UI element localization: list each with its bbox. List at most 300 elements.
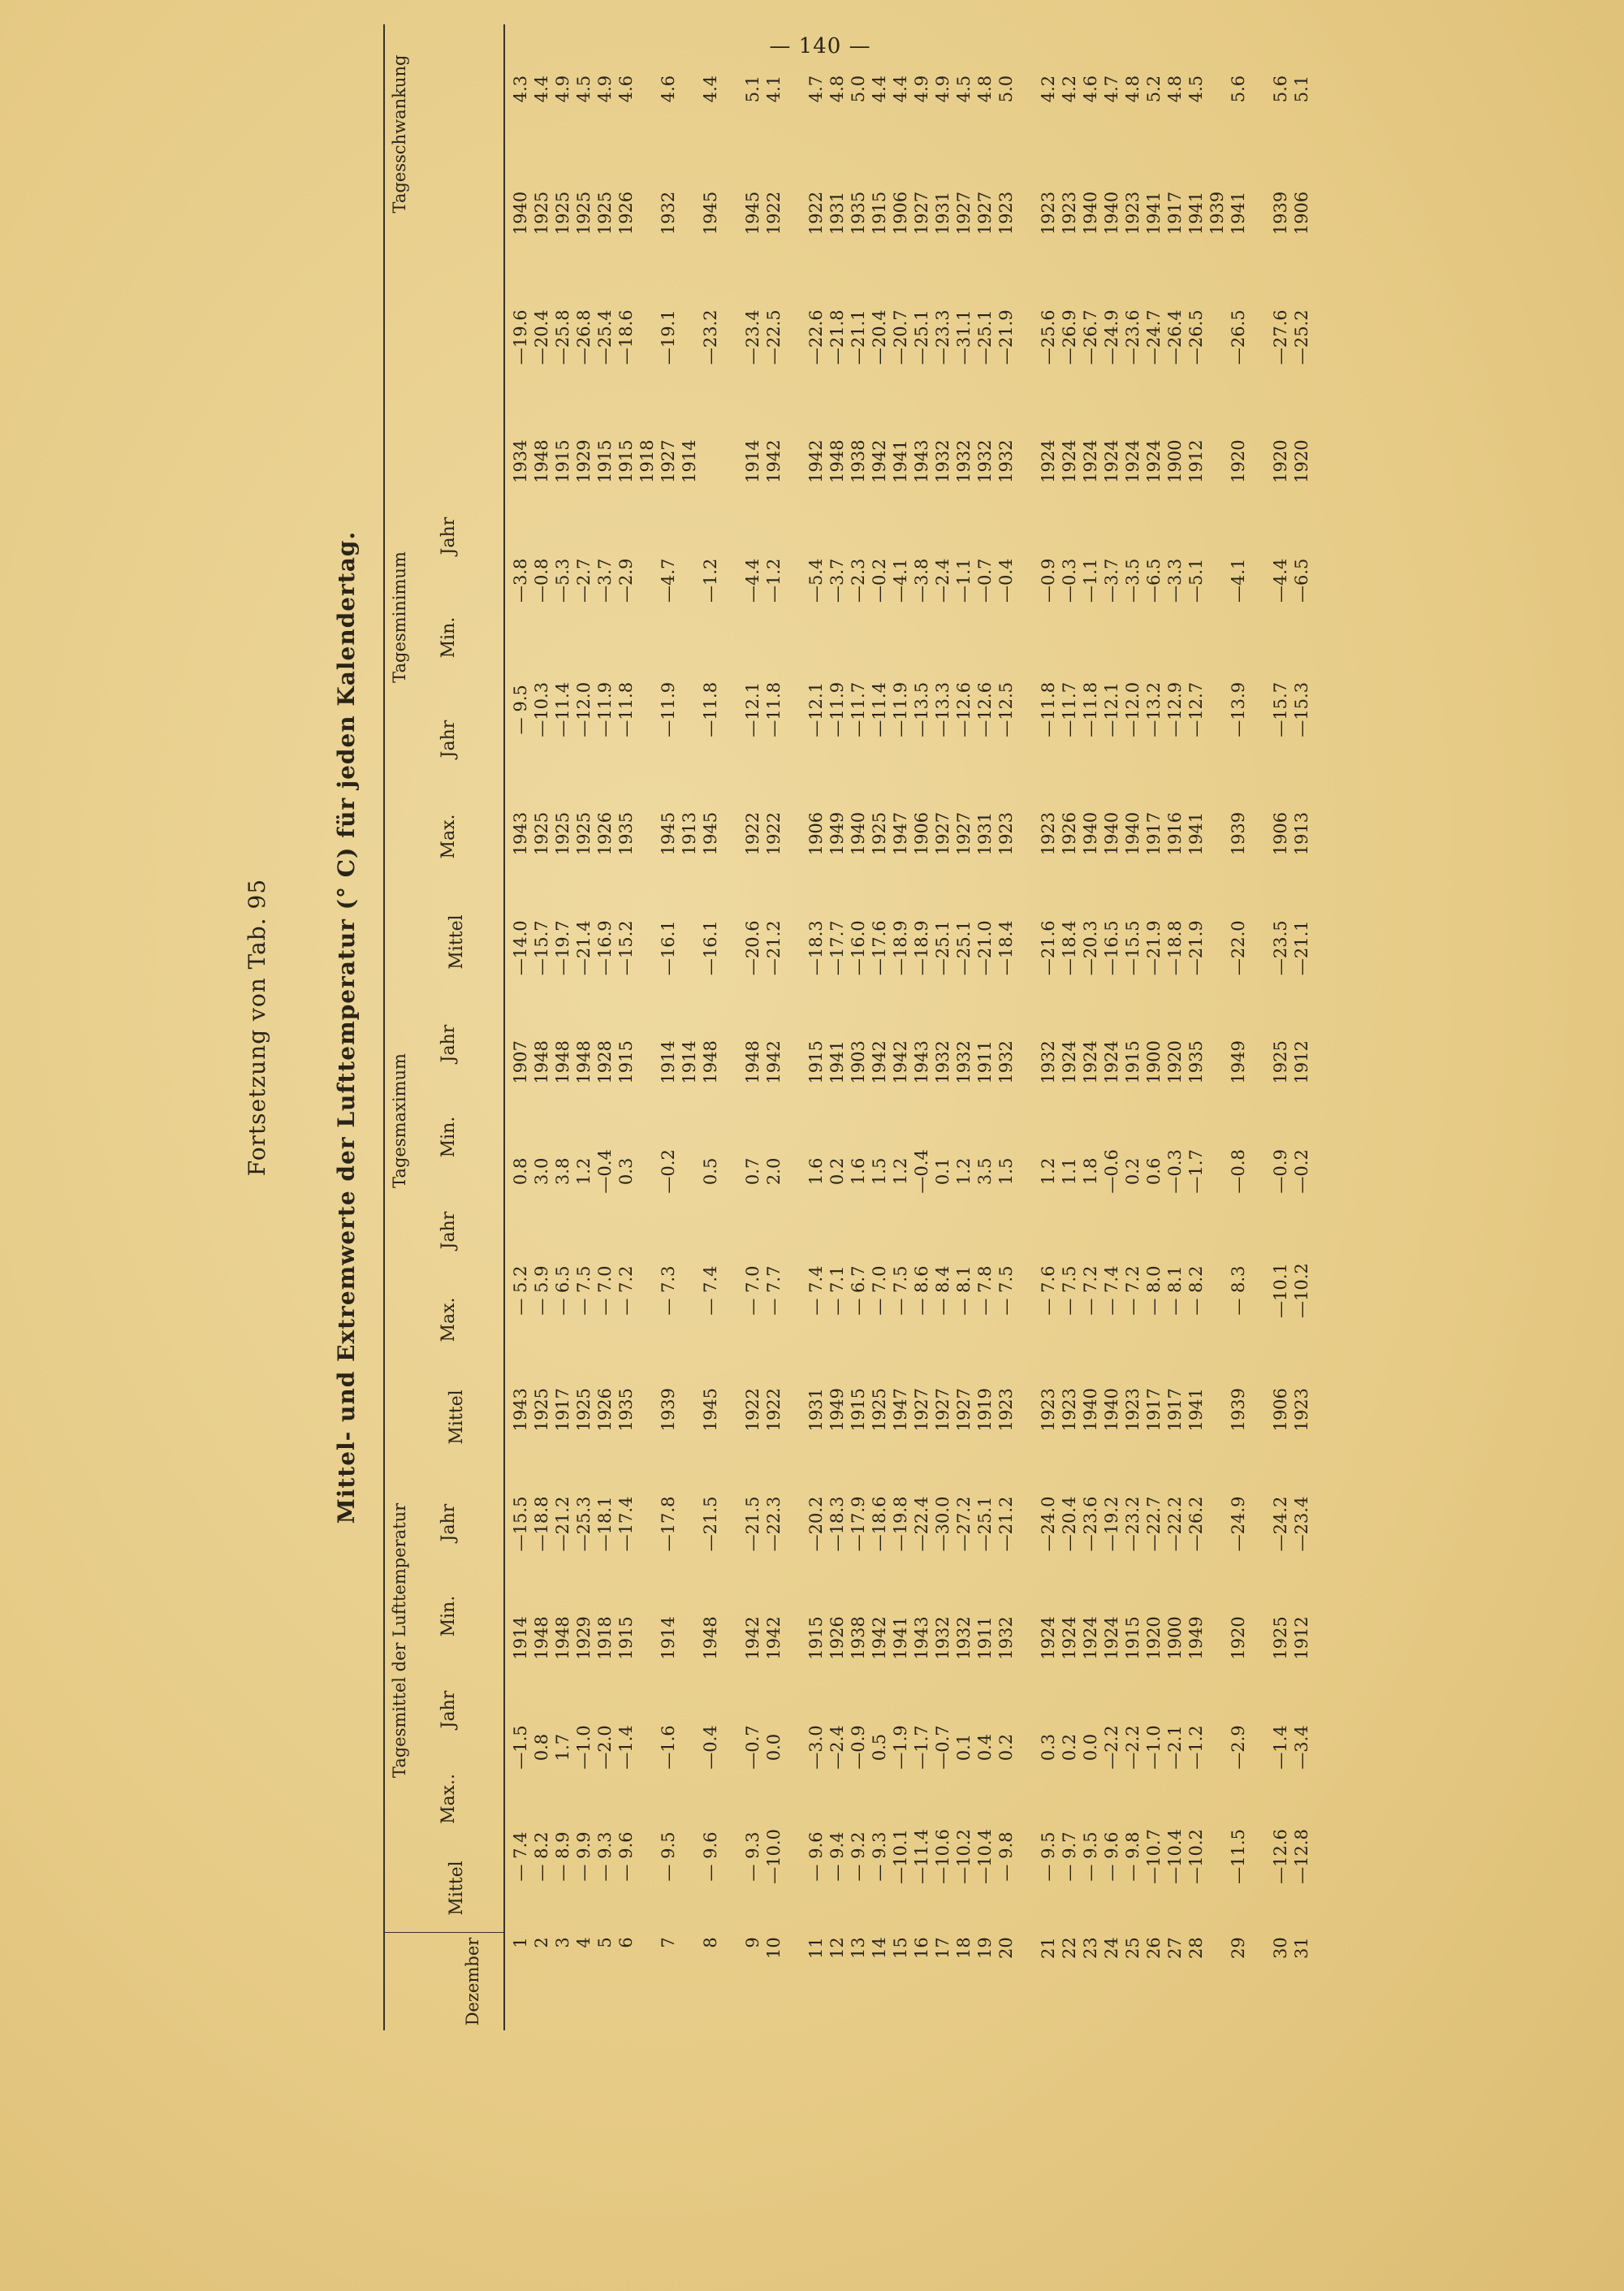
- table-row: [1143, 24, 1164, 2030]
- cell-d: 22: [1060, 1937, 1079, 1960]
- cell-k1: [1017, 1355, 1038, 1465]
- cell-mn2: —16.5: [1102, 920, 1121, 976]
- cell-m1: [1207, 1802, 1228, 1912]
- cell-d: [1207, 1911, 1228, 2030]
- cell-mn2: —21.2: [764, 920, 784, 976]
- cell-k2: 1923: [1039, 811, 1058, 856]
- cell-k3: 1925: [574, 191, 594, 236]
- table-row: [953, 24, 974, 2030]
- cell-mx3: —5.3: [553, 558, 572, 603]
- cell-d: 31: [1292, 1937, 1311, 1960]
- header-jahr-2: Jahr: [438, 1503, 459, 1542]
- cell-mx3: —4.1: [1229, 558, 1248, 603]
- cell-mn1: [1207, 1464, 1228, 1584]
- cell-mx2: —0.2: [1292, 1149, 1311, 1194]
- cell-mx1: 0.8: [532, 1733, 551, 1761]
- cell-mx3: —2.9: [616, 558, 636, 603]
- cell-m2: [784, 1226, 806, 1355]
- cell-j3: 1924: [1102, 439, 1121, 483]
- cell-mn3: —26.9: [1060, 309, 1079, 365]
- cell-mn2: —18.9: [912, 920, 931, 976]
- table-row: [1122, 24, 1143, 2030]
- cell-k3: 1927: [912, 191, 931, 236]
- cell-j2: [1017, 1008, 1038, 1117]
- cell-j1: 1924: [1060, 1616, 1079, 1660]
- cell-k2: 1931: [975, 811, 995, 856]
- cell-j3: 1924: [1144, 439, 1164, 483]
- header-top-rule: [383, 24, 385, 2030]
- cell-d: 1: [511, 1937, 530, 1948]
- cell-d: 9: [743, 1937, 762, 1948]
- cell-s: 4.1: [764, 75, 784, 103]
- cell-j2: 1932: [954, 1040, 974, 1084]
- cell-mn2: [1017, 888, 1038, 1008]
- cell-d: [784, 1911, 806, 2030]
- cell-m2: — 7.0: [743, 1265, 762, 1316]
- cell-k1: 1939: [1229, 1388, 1248, 1432]
- cell-k3: 1941: [1229, 191, 1248, 236]
- cell-s: [784, 24, 806, 153]
- cell-k1: 1923: [1060, 1388, 1079, 1432]
- cell-mx3: —3.5: [1123, 558, 1142, 603]
- cell-k1: 1906: [1271, 1388, 1290, 1432]
- cell-j3: 1924: [1081, 439, 1100, 483]
- cell-m3: —12.1: [743, 681, 762, 737]
- cell-mx1: [1249, 1692, 1270, 1802]
- cell-mn3: —25.2: [1292, 309, 1311, 365]
- table-row: [1228, 24, 1249, 2030]
- cell-k2: 1926: [1060, 811, 1079, 856]
- cell-mn1: —22.2: [1165, 1496, 1185, 1552]
- cell-m3: [1207, 640, 1228, 779]
- cell-j3: 1942: [870, 439, 889, 483]
- cell-mx1: —1.5: [511, 1725, 530, 1770]
- cell-mx1: —2.2: [1102, 1725, 1121, 1770]
- cell-m2: — 8.0: [1144, 1265, 1164, 1316]
- cell-j2: 1935: [1186, 1040, 1206, 1084]
- cell-mn1: —21.2: [553, 1496, 572, 1552]
- cell-mn3: [1207, 273, 1228, 402]
- cell-mx3: —0.2: [870, 558, 889, 603]
- cell-d: 18: [954, 1937, 974, 1960]
- cell-k2: 1940: [849, 811, 868, 856]
- cell-m1: [721, 1802, 742, 1912]
- cell-j2: 1907: [511, 1040, 530, 1084]
- cell-mx3: —3.8: [511, 558, 530, 603]
- cell-mn1: —18.6: [870, 1496, 889, 1552]
- cell-j1: 1932: [954, 1616, 974, 1660]
- cell-d: 21: [1039, 1937, 1058, 1960]
- cell-mn3: —23.3: [933, 309, 952, 365]
- cell-m1: — 9.6: [1102, 1831, 1121, 1882]
- header-divider: [383, 1932, 503, 1933]
- cell-k1: 1922: [743, 1388, 762, 1432]
- cell-j2: 1924: [1060, 1040, 1079, 1084]
- cell-m2: — 7.7: [764, 1265, 784, 1316]
- cell-m1: —10.2: [954, 1829, 974, 1884]
- cell-m1: — 8.2: [532, 1831, 551, 1882]
- cell-m2: — 7.0: [870, 1265, 889, 1316]
- cell-mx3: —3.7: [827, 558, 847, 603]
- cell-j3: 1920: [1229, 439, 1248, 483]
- cell-mx3: —4.4: [1271, 558, 1290, 603]
- cell-k1: 1923: [1039, 1388, 1058, 1432]
- cell-j3: 1943: [912, 439, 931, 483]
- cell-k2: 1916: [1165, 811, 1185, 856]
- cell-d: 17: [933, 1937, 952, 1960]
- cell-mx3: —4.7: [659, 558, 678, 603]
- cell-d: 26: [1144, 1937, 1164, 1960]
- cell-m3: —11.7: [849, 681, 868, 737]
- cell-mn3: —23.4: [743, 309, 762, 365]
- cell-mx1: —2.0: [595, 1725, 615, 1770]
- cell-k2: 1906: [912, 811, 931, 856]
- cell-m3: —12.1: [806, 681, 826, 737]
- cell-m2: — 6.5: [553, 1265, 572, 1316]
- cell-j1: [679, 1584, 700, 1693]
- cell-j2: 1900: [1144, 1040, 1164, 1084]
- cell-m1: —12.6: [1271, 1829, 1290, 1884]
- header-max-3: Max.: [438, 814, 459, 859]
- cell-j2: [1249, 1008, 1270, 1117]
- cell-j3: [700, 402, 721, 521]
- cell-mn3: [721, 273, 742, 402]
- cell-m2: — 5.2: [511, 1265, 530, 1316]
- table-row: [531, 24, 552, 2030]
- cell-j3: 1932: [996, 439, 1016, 483]
- cell-s: 4.8: [827, 75, 847, 103]
- cell-mn2: —22.0: [1229, 920, 1248, 976]
- cell-k1: 1917: [553, 1388, 572, 1432]
- cell-j1: 1941: [891, 1616, 910, 1660]
- cell-j3: 1924: [1123, 439, 1142, 483]
- table-row: [996, 24, 1017, 2030]
- cell-s: 4.5: [1186, 75, 1206, 103]
- table-spacer-row: [1249, 24, 1270, 2030]
- cell-m2: — 8.1: [1165, 1265, 1185, 1316]
- cell-m1: — 9.5: [1081, 1831, 1100, 1882]
- cell-mn1: [1017, 1464, 1038, 1584]
- cell-k2: 1913: [680, 811, 699, 856]
- cell-k2: 1939: [1229, 811, 1248, 856]
- cell-mx2: 2.0: [764, 1157, 784, 1186]
- cell-mx2: —0.6: [1102, 1149, 1121, 1194]
- cell-k1: [637, 1355, 658, 1465]
- cell-mx1: 0.4: [975, 1733, 995, 1761]
- cell-mn1: [784, 1464, 806, 1584]
- cell-m1: [784, 1802, 806, 1912]
- cell-m2: — 7.5: [1060, 1265, 1079, 1316]
- cell-mn1: —22.4: [912, 1496, 931, 1552]
- cell-s: [1017, 24, 1038, 153]
- cell-mn1: —17.4: [616, 1496, 636, 1552]
- cell-m3: —12.7: [1186, 681, 1206, 737]
- cell-mn1: —21.5: [701, 1496, 720, 1552]
- cell-k2: 1935: [616, 811, 636, 856]
- cell-m1: —10.2: [1186, 1829, 1206, 1884]
- cell-mx2: 1.2: [954, 1157, 974, 1186]
- cell-m1: — 9.8: [1123, 1831, 1142, 1882]
- cell-d: 20: [996, 1937, 1016, 1960]
- cell-j3: 1912: [1186, 439, 1206, 483]
- header-max-2: Max.: [438, 1297, 459, 1342]
- cell-k3: 1923: [1123, 191, 1142, 236]
- cell-j1: 1926: [827, 1616, 847, 1660]
- cell-mn1: —20.4: [1060, 1496, 1079, 1552]
- cell-k1: 1925: [574, 1388, 594, 1432]
- cell-mn3: —21.1: [849, 309, 868, 365]
- cell-k1: 1927: [954, 1388, 974, 1432]
- table-row: [974, 24, 996, 2030]
- cell-s: 4.8: [1165, 75, 1185, 103]
- cell-m1: —12.8: [1292, 1829, 1311, 1884]
- cell-k3: 1906: [1292, 191, 1311, 236]
- cell-j1: 1942: [764, 1616, 784, 1660]
- cell-d: 6: [616, 1937, 636, 1948]
- table-spacer-row: [784, 24, 806, 2030]
- cell-m2: — 8.1: [954, 1265, 974, 1316]
- cell-j1: 1920: [1144, 1616, 1164, 1660]
- header-group-tagesmaximum: Tagesmaximum: [390, 1053, 409, 1188]
- cell-k2: 1949: [827, 811, 847, 856]
- cell-mx3: —5.1: [1186, 558, 1206, 603]
- table-row: [1164, 24, 1186, 2030]
- cell-k2: 1917: [1144, 811, 1164, 856]
- cell-m3: [721, 640, 742, 779]
- cell-j1: 1918: [595, 1616, 615, 1660]
- cell-mx3: —4.4: [743, 558, 762, 603]
- cell-mx1: —1.4: [616, 1725, 636, 1770]
- cell-mn3: —22.5: [764, 309, 784, 365]
- cell-k3: [784, 153, 806, 273]
- cell-s: 4.2: [1060, 75, 1079, 103]
- cell-m2: — 7.4: [1102, 1265, 1121, 1316]
- cell-mn1: —22.3: [764, 1496, 784, 1552]
- table-row: [1291, 24, 1312, 2030]
- cell-mn1: —23.6: [1081, 1496, 1100, 1552]
- cell-s: 4.9: [933, 75, 952, 103]
- cell-m2: [1249, 1226, 1270, 1355]
- cell-j3: 1914: [680, 439, 699, 483]
- cell-k3: 1939: [1271, 191, 1290, 236]
- cell-m1: —11.5: [1229, 1829, 1248, 1884]
- cell-s: 4.3: [511, 75, 530, 103]
- cell-mn2: —21.9: [1144, 920, 1164, 976]
- cell-m1: — 9.8: [996, 1831, 1016, 1882]
- cell-j2: 1915: [1123, 1040, 1142, 1084]
- cell-mx1: 0.0: [1081, 1733, 1100, 1761]
- cell-mx1: [784, 1692, 806, 1802]
- cell-s: [1249, 24, 1270, 153]
- cell-s: 4.5: [954, 75, 974, 103]
- table-row: [911, 24, 932, 2030]
- page-number: — 140 —: [769, 34, 871, 58]
- cell-mn1: —26.2: [1186, 1496, 1206, 1552]
- cell-mn2: —18.8: [1165, 920, 1185, 976]
- cell-j3: 1924: [1039, 439, 1058, 483]
- cell-m3: —11.8: [701, 681, 720, 737]
- cell-mx2: 0.3: [616, 1157, 636, 1186]
- cell-m1: —10.7: [1144, 1829, 1164, 1884]
- cell-mn1: —25.1: [975, 1496, 995, 1552]
- cell-k1: 1940: [1102, 1388, 1121, 1432]
- cell-j2: [1207, 1008, 1228, 1117]
- cell-mx1: —0.4: [701, 1725, 720, 1770]
- cell-m3: —13.5: [912, 681, 931, 737]
- cell-mx2: [1249, 1117, 1270, 1226]
- cell-j2: 1928: [595, 1040, 615, 1084]
- cell-k2: [1207, 779, 1228, 888]
- cell-m1: —10.4: [1165, 1829, 1185, 1884]
- cell-j2: 1914: [659, 1040, 678, 1084]
- cell-k2: 1925: [870, 811, 889, 856]
- cell-m3: —11.8: [1081, 681, 1100, 737]
- cell-k1: 1927: [912, 1388, 931, 1432]
- cell-k3: 1906: [891, 191, 910, 236]
- header-group-tagesschwankung: Tagesschwankung: [390, 54, 409, 214]
- cell-m2: — 7.5: [574, 1265, 594, 1316]
- cell-mn2: [637, 888, 658, 1008]
- cell-mn1: —27.2: [954, 1496, 974, 1552]
- cell-k3: 1926: [616, 191, 636, 236]
- cell-s: 4.4: [701, 75, 720, 103]
- cell-j3: 1927: [659, 439, 678, 483]
- cell-mn3: —20.7: [891, 309, 910, 365]
- cell-j1: [1017, 1584, 1038, 1693]
- cell-mx1: —2.1: [1165, 1725, 1185, 1770]
- table-row: [827, 24, 848, 2030]
- cell-k2: 1927: [954, 811, 974, 856]
- cell-mn2: [721, 888, 742, 1008]
- cell-k1: 1926: [595, 1388, 615, 1432]
- cell-m1: — 9.3: [870, 1831, 889, 1882]
- cell-mx2: —0.2: [659, 1149, 678, 1194]
- cell-mn2: —21.9: [1186, 920, 1206, 976]
- cell-m3: — 9.5: [511, 685, 530, 735]
- cell-mn1: —24.9: [1229, 1496, 1248, 1552]
- cell-d: 13: [849, 1937, 868, 1960]
- cell-mx3: [679, 521, 700, 640]
- cell-mn3: —23.2: [701, 309, 720, 365]
- cell-m1: [637, 1802, 658, 1912]
- cell-j2: 1903: [849, 1040, 868, 1084]
- cell-j2: 1942: [891, 1040, 910, 1084]
- cell-s: 4.8: [975, 75, 995, 103]
- cell-mn3: —27.6: [1271, 309, 1290, 365]
- cell-m1: [1249, 1802, 1270, 1912]
- cell-mx2: 0.7: [743, 1157, 762, 1186]
- cell-mx3: —2.7: [574, 558, 594, 603]
- cell-mn1: —30.0: [933, 1496, 952, 1552]
- cell-s: [637, 24, 658, 153]
- cell-k3: 1923: [1060, 191, 1079, 236]
- cell-j1: 1932: [933, 1616, 952, 1660]
- cell-mx1: 0.2: [996, 1733, 1016, 1761]
- cell-k3: 1925: [553, 191, 572, 236]
- cell-m2: — 7.2: [1081, 1265, 1100, 1316]
- cell-s: 4.6: [1081, 75, 1100, 103]
- header-jahr-4: Jahr: [438, 1024, 459, 1063]
- cell-k3: 1940: [1102, 191, 1121, 236]
- cell-mn3: —21.8: [827, 309, 847, 365]
- cell-mx2: [637, 1117, 658, 1226]
- cell-k1: 1947: [891, 1388, 910, 1432]
- cell-m2: — 7.5: [996, 1265, 1016, 1316]
- cell-m3: [679, 640, 700, 779]
- cell-m2: — 7.2: [1123, 1265, 1142, 1316]
- cell-mn1: —22.7: [1144, 1496, 1164, 1552]
- cell-mx3: —0.8: [532, 558, 551, 603]
- cell-j1: 1912: [1292, 1616, 1311, 1660]
- cell-m1: — 9.3: [743, 1831, 762, 1882]
- cell-mn3: —31.1: [954, 309, 974, 365]
- cell-j3: [1017, 402, 1038, 521]
- cell-j3: 1941: [891, 439, 910, 483]
- cell-m2: —10.1: [1271, 1263, 1290, 1318]
- cell-j3: 1915: [616, 439, 636, 483]
- cell-mn3: —19.1: [659, 309, 678, 365]
- cell-k1: [1249, 1355, 1270, 1465]
- cell-mx2: —0.3: [1165, 1149, 1185, 1194]
- cell-mx1: [1017, 1692, 1038, 1802]
- cell-s: 5.6: [1229, 75, 1248, 103]
- cell-mn1: —18.1: [595, 1496, 615, 1552]
- cell-j2: [637, 1008, 658, 1117]
- cell-mn2: —25.1: [933, 920, 952, 976]
- cell-j3: 1934: [511, 439, 530, 483]
- cell-mn2: —23.5: [1271, 920, 1290, 976]
- cell-d: [1017, 1911, 1038, 2030]
- cell-mn2: —21.6: [1039, 920, 1058, 976]
- cell-j1: 1914: [511, 1616, 530, 1660]
- cell-d: 16: [912, 1937, 931, 1960]
- cell-mx3: —1.1: [954, 558, 974, 603]
- cell-j1: 1924: [1039, 1616, 1058, 1660]
- cell-mx1: —0.9: [849, 1725, 868, 1770]
- table-row: [1270, 24, 1291, 2030]
- cell-mx3: [784, 521, 806, 640]
- cell-mx3: [1017, 521, 1038, 640]
- cell-mx2: 0.2: [827, 1157, 847, 1186]
- cell-mn3: [784, 273, 806, 402]
- cell-j3: [1249, 402, 1270, 521]
- cell-mx3: —0.3: [1060, 558, 1079, 603]
- cell-j3: 1915: [553, 439, 572, 483]
- cell-k1: 1941: [1186, 1388, 1206, 1432]
- cell-k3: 1941: [1186, 191, 1206, 236]
- table-row: [1101, 24, 1122, 2030]
- cell-mx2: 1.5: [996, 1157, 1016, 1186]
- cell-m3: —11.9: [891, 681, 910, 737]
- cell-k2: 1941: [1186, 811, 1206, 856]
- cell-m2: [1207, 1226, 1228, 1355]
- cell-m3: —10.3: [532, 681, 551, 737]
- rotated-table-block: [244, 24, 1453, 2030]
- cell-k2: 1926: [595, 811, 615, 856]
- header-jahr-3: Jahr: [438, 1211, 459, 1250]
- cell-mx2: [721, 1117, 742, 1226]
- cell-mx3: —3.3: [1165, 558, 1185, 603]
- cell-mn3: —26.4: [1165, 309, 1185, 365]
- cell-m3: —11.8: [764, 681, 784, 737]
- cell-mn1: —23.4: [1292, 1496, 1311, 1552]
- cell-mx3: —2.4: [933, 558, 952, 603]
- cell-mx3: —3.7: [1102, 558, 1121, 603]
- cell-k2: 1947: [891, 811, 910, 856]
- cell-j1: 1943: [912, 1616, 931, 1660]
- cell-s: [1207, 24, 1228, 153]
- cell-mn3: —23.6: [1123, 309, 1142, 365]
